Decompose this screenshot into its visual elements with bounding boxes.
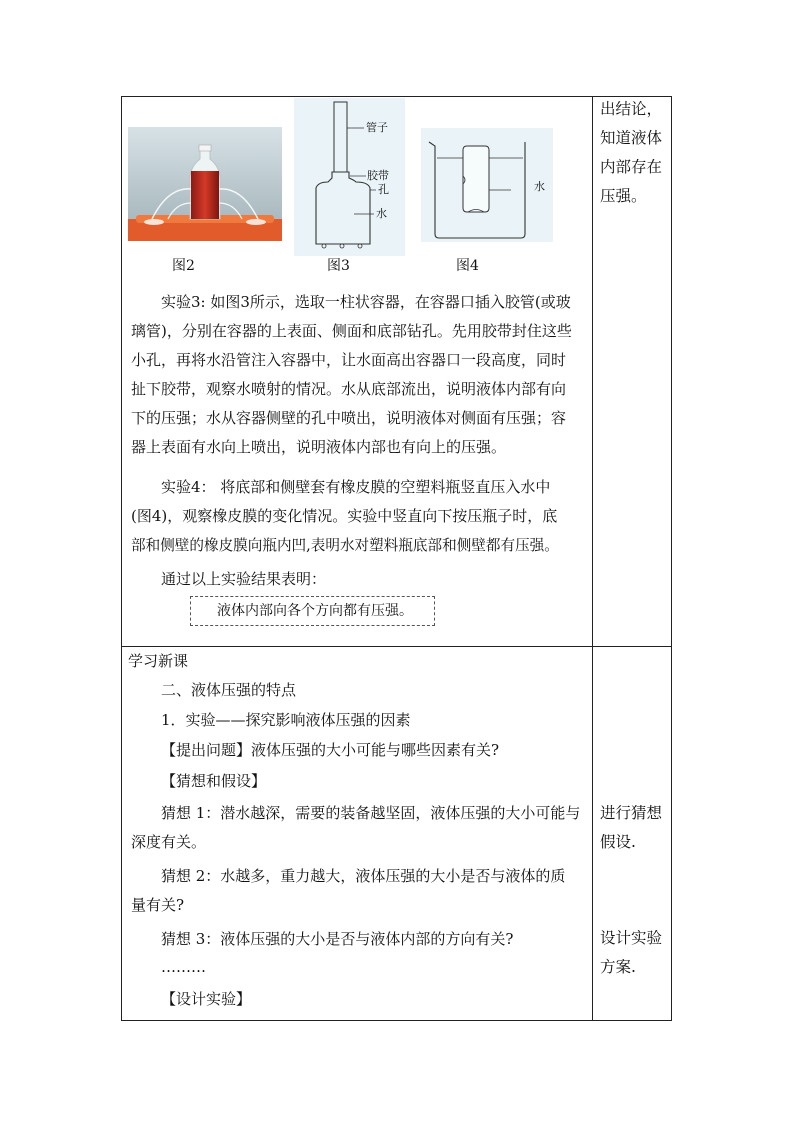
experiment-3-paragraph	[131, 288, 589, 462]
ellipsis: ………	[161, 958, 206, 976]
right-note-top-line-4: 压强。	[600, 187, 647, 205]
right-note-guess-line-1: 进行猜想	[600, 804, 663, 822]
guess1-line-1: 猜想 1：潜水越深，需要的装备越坚固，液体压强的大小可能与	[161, 804, 581, 822]
hypothesis-label: 【猜想和假设】	[161, 772, 267, 790]
guess2-line-1: 猜想 2：水越多，重力越大，液体压强的大小是否与液体的质	[161, 867, 566, 885]
table-left-border	[121, 96, 122, 1021]
design-label: 【设计实验】	[161, 990, 252, 1008]
table-column-divider	[592, 96, 593, 1021]
fig3-label-hole: 孔	[378, 183, 389, 196]
exp4-line-1: 实验4： 将底部和侧壁套有橡皮膜的空塑料瓶竖直压入水中	[161, 478, 551, 496]
right-note-design-line-2: 方案.	[600, 958, 636, 976]
fig3-label-tape: 胶带	[367, 169, 389, 182]
exp3-line-6: 器上表面有水向上喷出，说明液体内部也有向上的压强。	[131, 438, 507, 456]
figure-2-caption: 图2	[172, 258, 195, 274]
guess-1-paragraph	[131, 799, 589, 857]
section-heading: 学习新课	[128, 652, 189, 670]
summary-intro: 通过以上实验结果表明：	[161, 570, 327, 588]
question-label: 【提出问题】液体压强的大小可能与哪些因素有关?	[161, 741, 500, 759]
guess-2-paragraph	[131, 862, 589, 920]
guess1-line-2: 深度有关。	[131, 833, 207, 851]
subheading-1: 二、液体压强的特点	[161, 681, 297, 699]
exp3-line-5: 下的压强；水从容器侧壁的孔中喷出，说明液体对侧面有压强；容	[131, 409, 567, 427]
right-note-top	[600, 95, 662, 211]
exp3-line-3: 小孔，再将水沿管注入容器中，让水面高出容器口一段高度，同时	[131, 351, 567, 369]
fig4-label-water: 水	[534, 180, 545, 193]
right-note-guess	[600, 799, 662, 857]
guess-3: 猜想 3：液体压强的大小是否与液体内部的方向有关?	[161, 930, 514, 948]
exp4-line-3: 部和侧壁的橡皮膜向瓶内凹,表明水对塑料瓶底部和侧壁都有压强。	[131, 537, 559, 554]
subheading-2: 1．实验——探究影响液体压强的因素	[161, 711, 411, 729]
table-bottom-border	[121, 1020, 672, 1021]
exp3-line-4: 扯下胶带，观察水喷射的情况。水从底部流出，说明液体内部有向	[131, 380, 567, 398]
exp3-line-1: 实验3: 如图3所示，选取一柱状容器，在容器口插入胶管(或玻	[161, 293, 571, 311]
exp4-line-2: (图4)，观察橡皮膜的变化情况。实验中竖直向下按压瓶子时，底	[131, 507, 558, 525]
table-right-border	[671, 96, 672, 1021]
table-row-divider	[121, 646, 672, 647]
conclusion-box: 液体内部向各个方向都有压强。	[190, 596, 435, 626]
fig3-label-water: 水	[376, 207, 387, 220]
figure-2-photo	[128, 127, 282, 241]
right-note-top-line-1: 出结论，	[600, 100, 663, 118]
right-note-top-line-3: 内部存在	[600, 158, 663, 176]
right-note-design	[600, 924, 662, 982]
fig3-label-tube: 管子	[366, 121, 388, 134]
experiment-4-paragraph	[131, 473, 591, 560]
right-note-top-line-2: 知道液体	[600, 129, 663, 147]
table-top-border	[121, 96, 672, 97]
exp3-line-2: 璃管)，分别在容器的上表面、侧面和底部钻孔。先用胶带封住这些	[131, 322, 572, 340]
figure-3-caption: 图3	[327, 258, 350, 274]
figure-4-caption: 图4	[456, 258, 479, 274]
right-note-design-line-1: 设计实验	[600, 929, 663, 947]
right-note-guess-line-2: 假设.	[600, 833, 636, 851]
guess2-line-2: 量有关?	[131, 896, 185, 914]
